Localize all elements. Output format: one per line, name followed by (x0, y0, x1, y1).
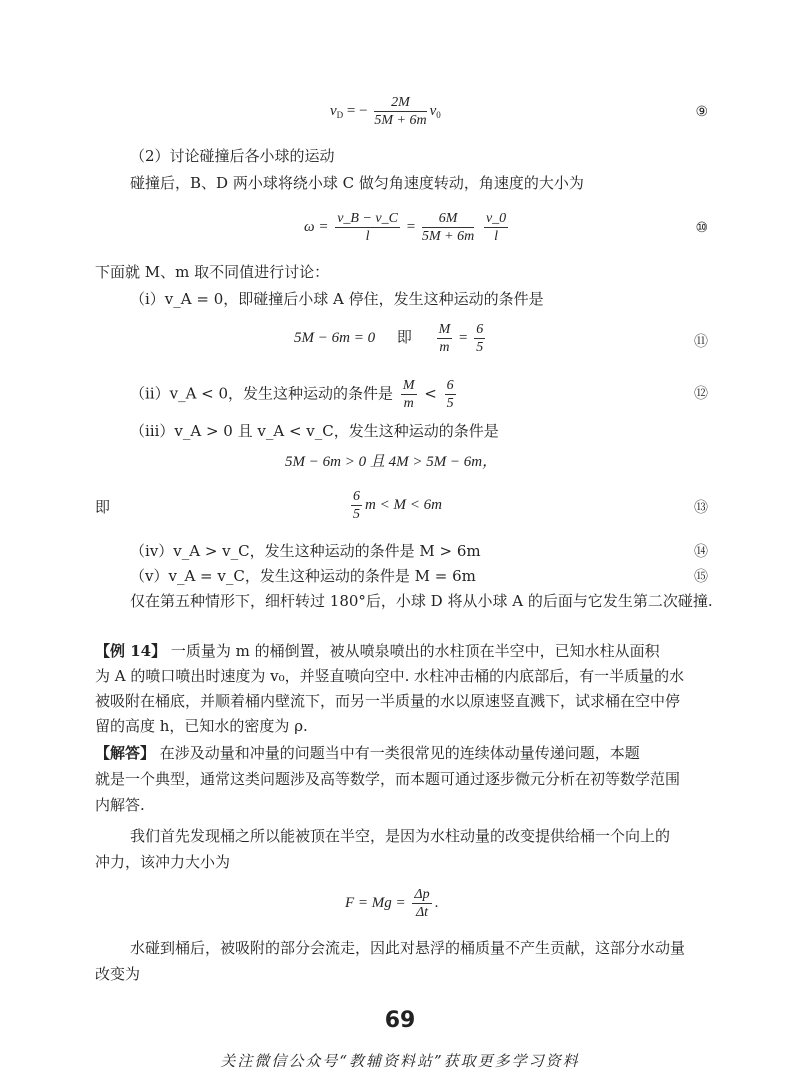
answer-label: 【解答】 (95, 744, 156, 762)
paragraph: 水碰到桶后，被吸附的部分会流走，因此对悬浮的桶质量不产生贡献，这部分水动量 (130, 939, 686, 957)
answer-line-3: 内解答. (95, 796, 145, 814)
answer-line-1: 【解答】 在涉及动量和冲量的问题当中有一类很常见的连续体动量传递问题，本题 (95, 744, 640, 762)
equation-13a: 5M − 6m > 0 且 4M > 5M − 6m， (285, 454, 498, 470)
equation-force: F = Mg = $\frac{\Delta p}{\Delta t}$ . (345, 887, 439, 920)
example-14-line-3: 被吸附在桶底，并顺着桶内壁流下，而另一半质量的水以原速竖直溅下，试求桶在空中停 (95, 692, 681, 710)
footer-note: 关注微信公众号“教辅资料站”获取更多学习资料 (220, 1052, 580, 1070)
example-14-line-1: 【例 14】 一质量为 m 的桶倒置，被从喷泉喷出的水柱顶在半空中，已知水柱从面积 (95, 642, 660, 660)
equation-number-12: ⑫ (694, 386, 708, 402)
answer-line-2: 就是一个典型，通常这类问题涉及高等数学，而本题可通过逐步微元分析在初等数学范围 (95, 770, 681, 788)
paragraph: 我们首先发现桶之所以能被顶在半空，是因为水柱动量的改变提供给桶一个向上的 (130, 827, 671, 845)
equation-number-9: ⑨ (695, 104, 708, 120)
equation-9: $v_D$ = − $\frac{2M}{5M + 6m}$ $v_0$ (330, 95, 441, 128)
example-14-line-2: 为 A 的喷口喷出时速度为 v₀，并竖直喷向空中. 水柱冲击桶的内底部后，有一半质量的水 (95, 667, 685, 685)
paragraph: 冲力，该冲力大小为 (95, 853, 231, 871)
equation-number-11: ⑪ (694, 334, 708, 350)
example-14-line-4: 留的高度 h，已知水的密度为 ρ. (95, 717, 308, 735)
equation-13: $\frac{6}{5}$ m < M < 6m (353, 489, 442, 522)
case-2: （ⅱ）v_A < 0，发生这种运动的条件是 $\frac{M}{m}$ < $\frac{6}{5}$ (130, 378, 454, 411)
case-4: （ⅳ）v_A > v_C，发生这种运动的条件是 M > 6m (130, 542, 481, 560)
equation-number-10: ⑩ (695, 220, 708, 236)
paragraph: 改变为 (95, 965, 141, 983)
paragraph: 仅在第五种情形下，细杆转过 180°后，小球 D 将从小球 A 的后面与它发生第二次碰撞. (130, 592, 713, 610)
example-label: 【例 14】 (95, 642, 167, 660)
case-5: （ⅴ）v_A = v_C，发生这种运动的条件是 M = 6m (130, 567, 476, 585)
case-1: （ⅰ）v_A = 0，即碰撞后小球 A 停住，发生这种运动的条件是 (130, 290, 544, 308)
section-title: （2）讨论碰撞后各小球的运动 (130, 147, 335, 165)
equation-10: ω = $\frac{v\_B - v\_C}{l}$ = $\frac{6M}{5M + 6m}$ $\frac{v\_0}{l}$ (304, 211, 507, 244)
page-number: 69 (384, 1008, 416, 1033)
equation-number-14: ⑭ (694, 544, 708, 560)
equation-number-13: ⑬ (694, 500, 708, 516)
paragraph: 下面就 M、m 取不同值进行讨论： (95, 263, 330, 281)
equation-number-15: ⑮ (694, 569, 708, 585)
equation-11: 5M − 6m = 0 即 $\frac{M}{m}$ = $\frac{6}{5}$ (294, 322, 484, 355)
ji-label: 即 (95, 498, 111, 516)
paragraph: 碰撞后，B、D 两小球将绕小球 C 做匀角速度转动，角速度的大小为 (130, 174, 584, 192)
case-3: （ⅲ）v_A > 0 且 v_A < v_C，发生这种运动的条件是 (130, 422, 499, 440)
